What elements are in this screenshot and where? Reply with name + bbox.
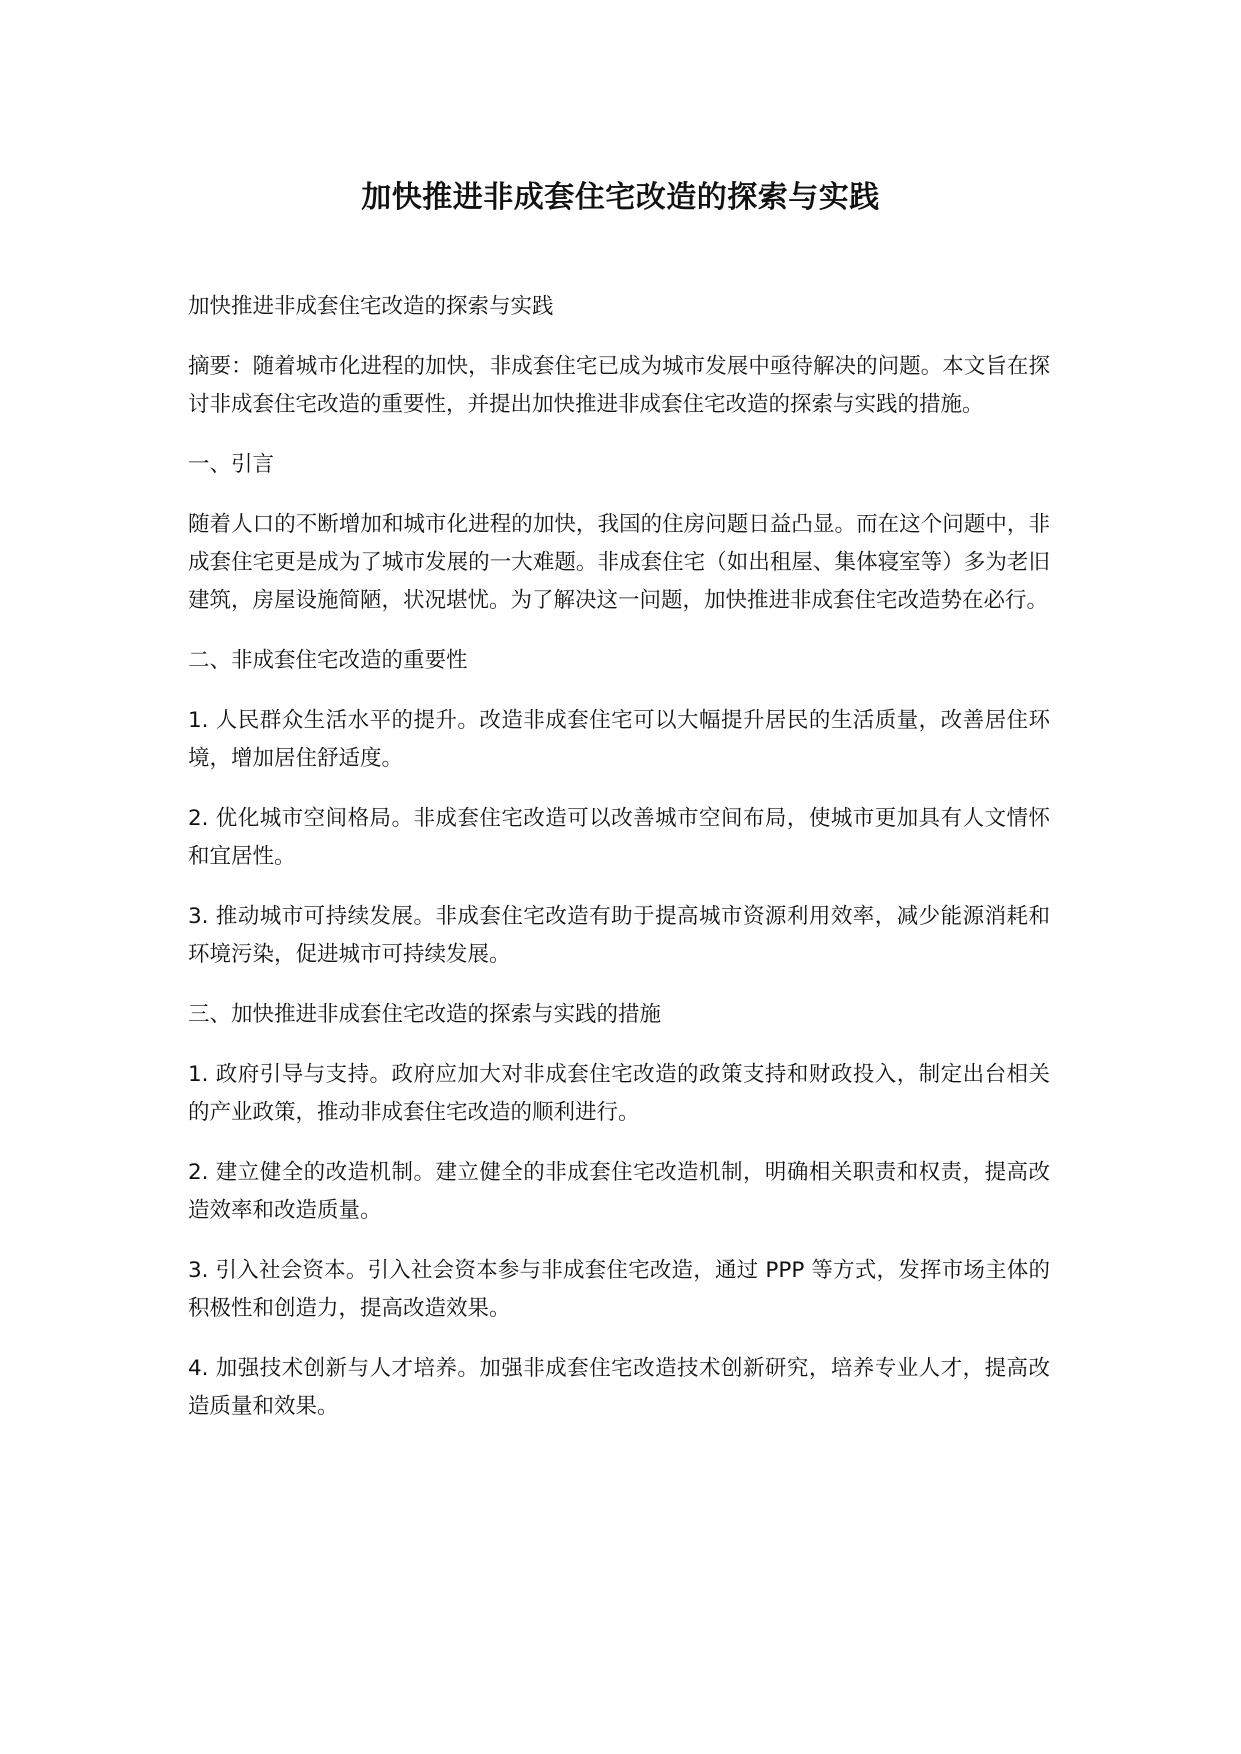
measure-item-3: 3. 引入社会资本。引入社会资本参与非成套住宅改造，通过 PPP 等方式，发挥市场主体的积极性和创造力，提高改造效果。 [188,1258,1050,1321]
section-heading-measures: 三、加快推进非成套住宅改造的探索与实践的措施 [188,1002,662,1027]
section-heading-importance: 二、非成套住宅改造的重要性 [188,648,468,673]
abstract-paragraph: 摘要：随着城市化进程的加快，非成套住宅已成为城市发展中亟待解决的问题。本文旨在探讨非成套住宅改造的重要性，并提出加快推进非成套住宅改造的探索与实践的措施。 [188,354,1050,417]
introduction-paragraph: 随着人口的不断增加和城市化进程的加快，我国的住房问题日益凸显。而在这个问题中，非成套住宅更是成为了城市发展的一大难题。非成套住宅（如出租屋、集体寝室等）多为老旧建筑，房屋设施简陋，状况堪忧。为了解决这一问题，加快推进非成套住宅改造势在必行。 [188,512,1050,613]
section-heading-introduction: 一、引言 [188,452,275,477]
measure-item-4: 4. 加强技术创新与人才培养。加强非成套住宅改造技术创新研究，培养专业人才，提高改造质量和效果。 [188,1356,1050,1419]
subtitle-paragraph: 加快推进非成套住宅改造的探索与实践 [188,294,554,319]
importance-item-3: 3. 推动城市可持续发展。非成套住宅改造有助于提高城市资源利用效率，减少能源消耗和环境污染，促进城市可持续发展。 [188,904,1050,967]
importance-item-2: 2. 优化城市空间格局。非成套住宅改造可以改善城市空间布局，使城市更加具有人文情怀和宜居性。 [188,806,1050,869]
importance-item-1: 1. 人民群众生活水平的提升。改造非成套住宅可以大幅提升居民的生活质量，改善居住环境，增加居住舒适度。 [188,708,1050,771]
document-body [188,288,1050,1448]
document-title: 加快推进非成套住宅改造的探索与实践 [361,180,880,215]
measure-item-1: 1. 政府引导与支持。政府应加大对非成套住宅改造的政策支持和财政投入，制定出台相关的产业政策，推动非成套住宅改造的顺利进行。 [188,1062,1050,1125]
measure-item-2: 2. 建立健全的改造机制。建立健全的非成套住宅改造机制，明确相关职责和权责，提高改造效率和改造质量。 [188,1160,1050,1223]
